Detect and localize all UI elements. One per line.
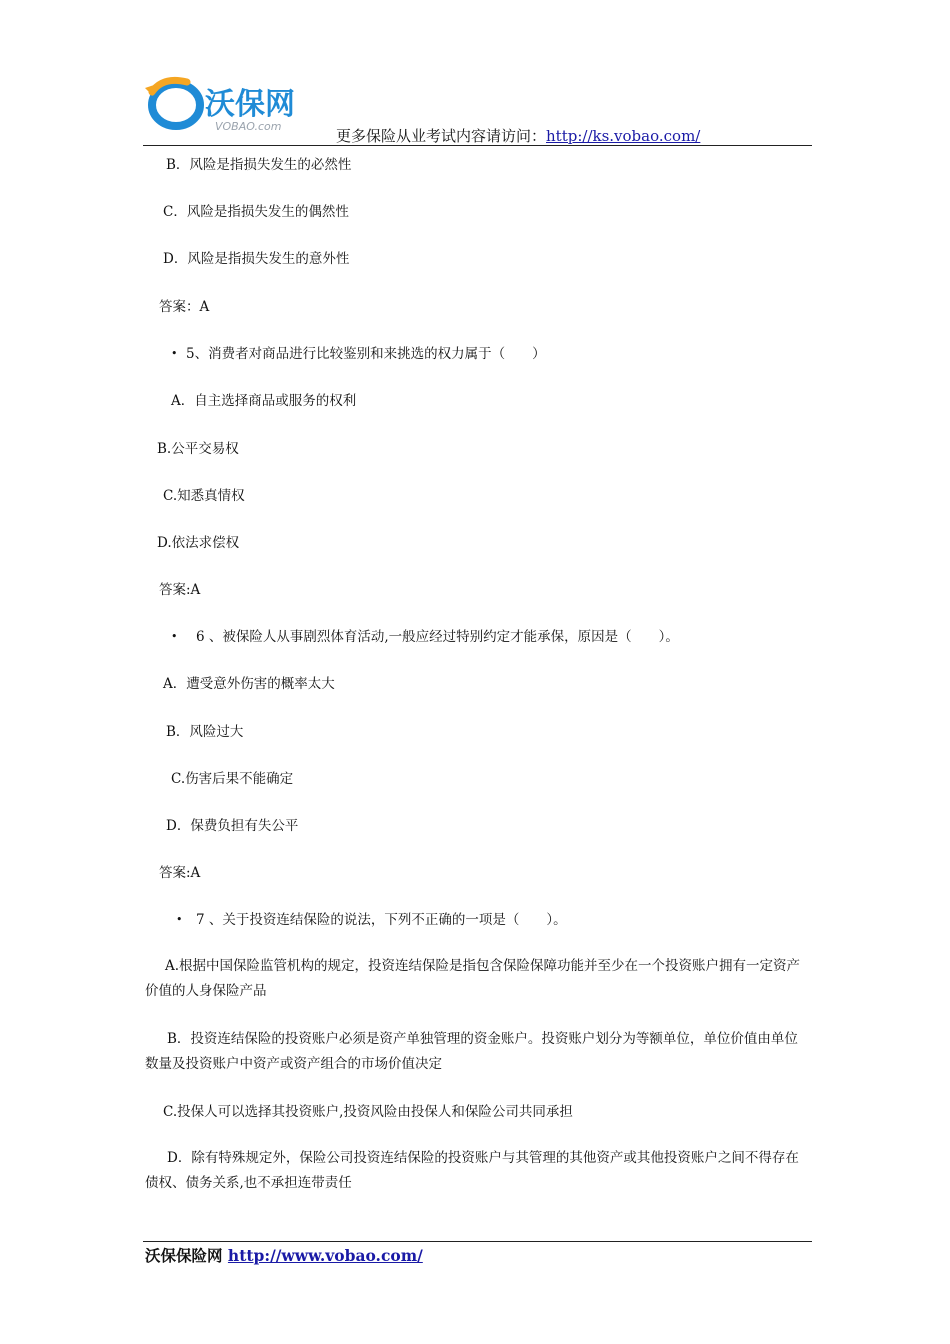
q6-bullet: • — [171, 630, 178, 643]
q5-answer: 答案:A — [159, 582, 201, 598]
logo-chinese-text: 沃保网 — [205, 87, 295, 122]
footer-divider — [143, 1241, 812, 1242]
q5-question: 5、消费者对商品进行比较鉴别和来挑选的权力属于（ ） — [186, 346, 546, 362]
footer-site-name: 沃保保险网 — [145, 1246, 223, 1265]
header-link[interactable]: http://ks.vobao.com/ — [546, 127, 701, 145]
logo-english-text: VOBAO.com — [215, 120, 282, 133]
q4-option-d: D．风险是指损失发生的意外性 — [163, 251, 350, 267]
q5-option-c: C.知悉真情权 — [163, 488, 245, 504]
q6-answer: 答案:A — [159, 865, 201, 881]
q7-option-c: C.投保人可以选择其投资账户,投资风险由投保人和保险公司共同承担 — [163, 1104, 573, 1120]
q6-option-b: B．风险过大 — [166, 724, 244, 740]
q6-question: 6 、被保险人从事剧烈体育活动,一般应经过特别约定才能承保，原因是（ ）。 — [196, 629, 679, 645]
q5-bullet: • — [171, 347, 178, 360]
q6-option-a: A．遭受意外伤害的概率太大 — [163, 676, 335, 692]
header-note — [336, 125, 700, 146]
q7-option-d: D．除有特殊规定外，保险公司投资连结保险的投资账户与其管理的其他资产或其他投资账户之间不得存在债权、债务关系,也不承担连带责任 — [145, 1150, 799, 1191]
footer — [145, 1244, 423, 1266]
q6-option-d: D．保费负担有失公平 — [166, 818, 299, 834]
q4-option-b: B．风险是指损失发生的必然性 — [166, 157, 352, 173]
q5-option-d: D.依法求偿权 — [157, 535, 240, 551]
q7-option-a: A.根据中国保险监管机构的规定，投资连结保险是指包含保险保障功能并至少在一个投资账户拥有一定资产价值的人身保险产品 — [145, 958, 801, 999]
footer-link[interactable]: http://www.vobao.com/ — [227, 1246, 423, 1265]
q5-option-a: A．自主选择商品或服务的权利 — [171, 393, 357, 409]
vobao-logo[interactable] — [143, 74, 339, 136]
q7-question: 7 、关于投资连结保险的说法，下列不正确的一项是（ ）。 — [196, 912, 567, 928]
q5-option-b: B.公平交易权 — [157, 441, 239, 457]
header-divider — [143, 145, 812, 146]
q4-option-c: C．风险是指损失发生的偶然性 — [163, 204, 349, 220]
q4-answer: 答案：A — [159, 299, 210, 315]
q6-option-c: C.伤害后果不能确定 — [171, 771, 294, 787]
q7-bullet: • — [176, 913, 183, 926]
q7-option-b: B．投资连结保险的投资账户必须是资产单独管理的资金账户。投资账户划分为等额单位，单位价值由单位数量及投资账户中资产或资产组合的市场价值决定 — [145, 1031, 798, 1072]
header-note-text: 更多保险从业考试内容请访问： — [336, 127, 547, 145]
